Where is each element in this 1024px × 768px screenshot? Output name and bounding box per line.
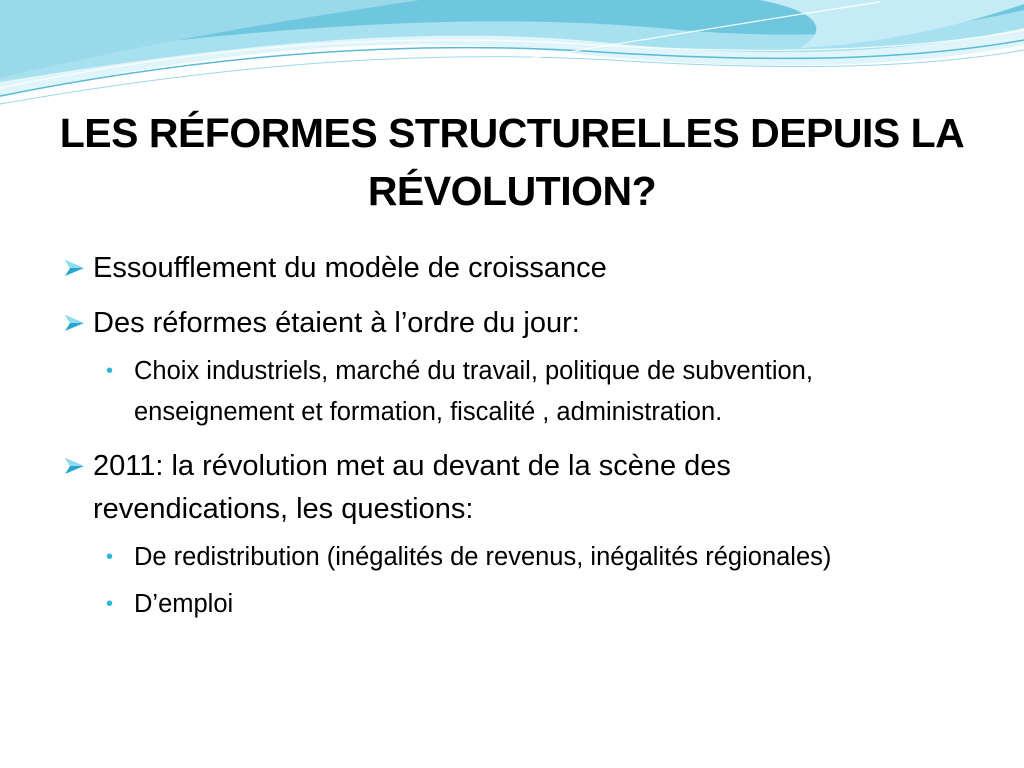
- bullet-text: D’emploi: [134, 590, 234, 618]
- bullet-level2: [106, 584, 862, 625]
- arrow-bullet-icon: [62, 257, 88, 279]
- bullet-text: Des réformes étaient à l’ordre du jour:: [93, 307, 580, 339]
- bullet-level1: [62, 302, 862, 345]
- bullet-text: De redistribution (inégalités de revenus, inégalités régionales): [134, 543, 832, 571]
- bullet-level1: [62, 445, 862, 531]
- dot-bullet-icon: •: [106, 360, 114, 382]
- arrow-bullet-icon: [62, 455, 88, 477]
- slide-content: [62, 247, 862, 625]
- dot-bullet-icon: •: [106, 546, 114, 568]
- dot-bullet-icon: •: [106, 593, 114, 615]
- header-wave-decoration: [0, 0, 1024, 120]
- slide-title: LES RÉFORMES STRUCTURELLES DEPUIS LA RÉVOLUTION?: [59, 110, 965, 214]
- bullet-text: Choix industriels, marché du travail, politique de subvention, enseignement et formation, fiscalité , administration.: [134, 357, 813, 426]
- bullet-text: Essoufflement du modèle de croissance: [93, 252, 607, 284]
- arrow-bullet-icon: [62, 312, 88, 334]
- bullet-text: 2011: la révolution met au devant de la scène des revendications, les questions:: [93, 450, 731, 525]
- bullet-level1: [62, 247, 862, 290]
- bullet-level2: [106, 351, 862, 433]
- bullet-level2: [106, 537, 862, 578]
